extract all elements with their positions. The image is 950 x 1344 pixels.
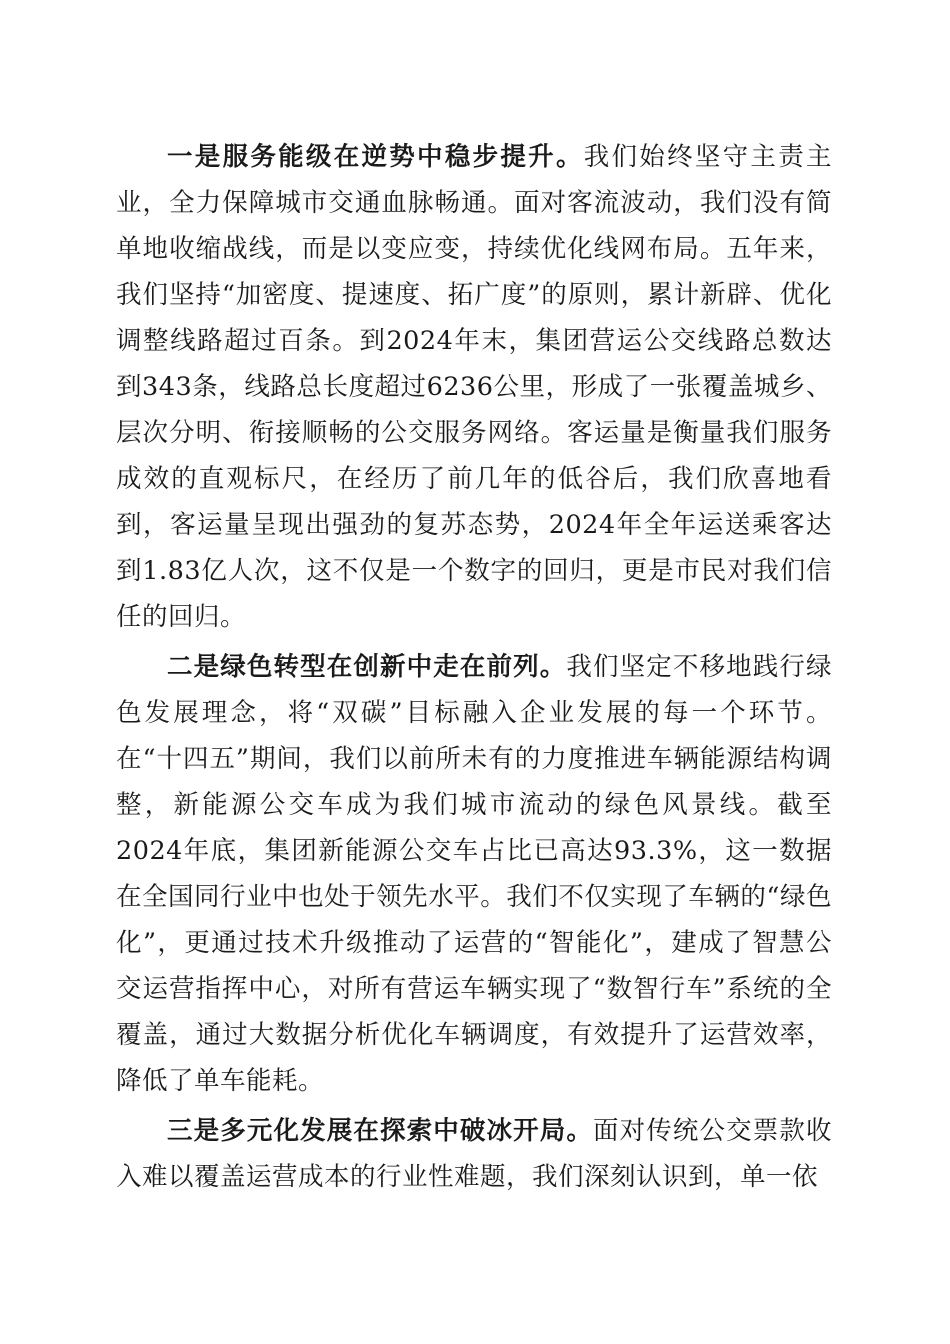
paragraph-heading: 三是多元化发展在探索中破冰开局。 <box>167 1116 593 1146</box>
document-body <box>116 134 832 1204</box>
paragraph-service-level <box>116 134 832 640</box>
paragraph-text: 我们始终坚守主责主业，全力保障城市交通血脉畅通。面对客流波动，我们没有简单地收缩战线，而是以变应变，持续优化线网布局。五年来，我们坚持“加密度、提速度、拓广度”的原则，累计新辟、优化调整线路超过百条。到2024年末，集团营运公交线路总数达到343条，线路总长度超过6236公里，形成了一张覆盖城乡、层次分明、衔接顺畅的公交服务网络。客运量是衡量我们服务成效的直观标尺，在经历了前几年的低谷后，我们欣喜地看到，客运量呈现出强劲的复苏态势，2024年全年运送乘客达到1.83亿人次，这不仅是一个数字的回归，更是市民对我们信任的回归。 <box>116 142 832 632</box>
paragraph-green-transition <box>116 644 832 1104</box>
paragraph-diversification <box>116 1108 832 1200</box>
paragraph-text: 面对传统公交票款收入难以覆盖运营成本的行业性难题，我们深刻认识到，单一依 <box>116 1116 832 1192</box>
paragraph-heading: 一是服务能级在逆势中稳步提升。 <box>167 142 584 172</box>
paragraph-heading: 二是绿色转型在创新中走在前列。 <box>167 652 567 682</box>
paragraph-text: 我们坚定不移地践行绿色发展理念，将“双碳”目标融入企业发展的每一个环节。在“十四五”期间，我们以前所未有的力度推进车辆能源结构调整，新能源公交车成为我们城市流动的绿色风景线。截至2024年底，集团新能源公交车占比已高达93.3%，这一数据在全国同行业中也处于领先水平。我们不仅实现了车辆的“绿色化”，更通过技术升级推动了运营的“智能化”，建成了智慧公交运营指挥中心，对所有营运车辆实现了“数智行车”系统的全覆盖，通过大数据分析优化车辆调度，有效提升了运营效率，降低了单车能耗。 <box>116 652 832 1096</box>
